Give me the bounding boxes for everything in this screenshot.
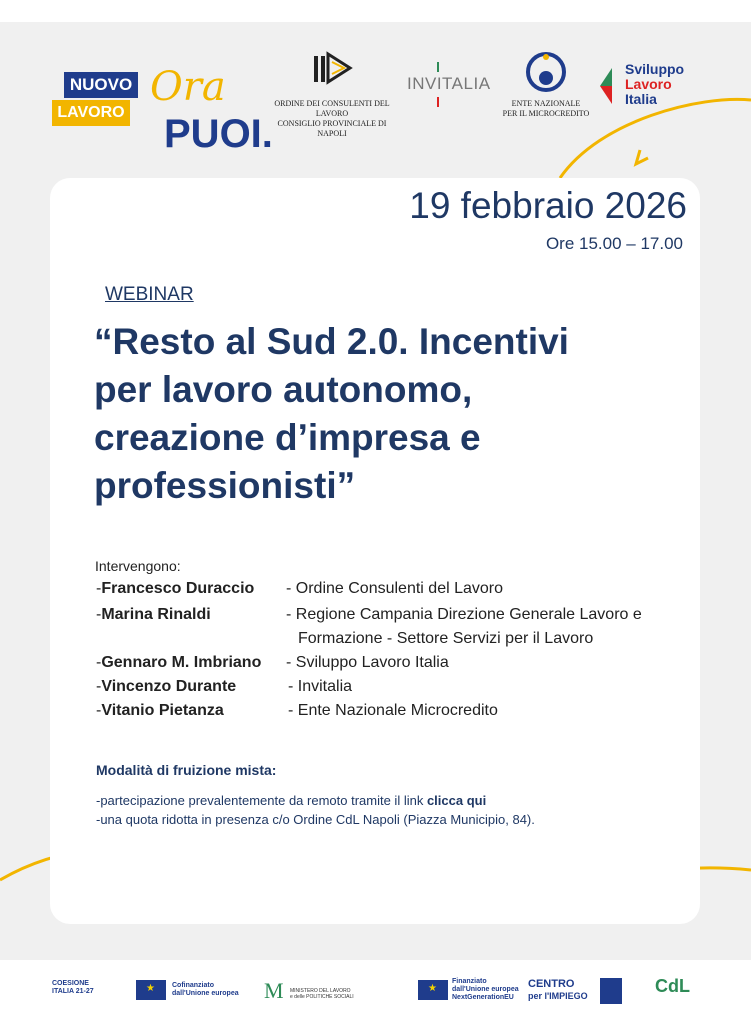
modalita-heading: Modalità di fruizione mista: bbox=[96, 762, 277, 778]
regione-campania-icon bbox=[600, 978, 622, 1004]
centro-impiego-logo: CENTRO per l'IMPIEGO bbox=[528, 978, 588, 1001]
speaker-org-continued: Formazione - Settore Servizi per il Lavoro bbox=[298, 630, 594, 647]
speaker-org: - Ente Nazionale Microcredito bbox=[288, 702, 498, 719]
modalita-presence-line: -una quota ridotta in presenza c/o Ordine CdL Napoli (Piazza Municipio, 84). bbox=[96, 812, 535, 827]
ora-puoi-logo-ora: Ora bbox=[150, 64, 226, 110]
event-time: Ore 15.00 – 17.00 bbox=[545, 234, 683, 253]
event-type: WEBINAR bbox=[105, 284, 194, 305]
cdl-logo: CdL bbox=[655, 976, 690, 996]
ministero-text: MINISTERO DEL LAVORO e delle POLITICHE SOCIALI bbox=[290, 988, 354, 1000]
speaker-org: - Ordine Consulenti del Lavoro bbox=[286, 580, 504, 597]
clicca-qui-link[interactable]: clicca qui bbox=[426, 793, 487, 808]
microcredito-text: ENTE NAZIONALE PER IL MICROCREDITO bbox=[502, 99, 590, 118]
speaker-row: -Marina Rinaldi bbox=[96, 606, 211, 623]
nuovo-lavoro-logo: NUOVO bbox=[64, 72, 138, 98]
ordine-consulenti-icon bbox=[312, 50, 354, 94]
invitalia-red-bar bbox=[437, 97, 439, 107]
speakers-heading: Intervengono: bbox=[95, 558, 181, 574]
footer-logos bbox=[0, 960, 751, 1024]
sviluppo-lavoro-icon bbox=[598, 66, 624, 106]
speaker-row: -Vitanio Pietanza bbox=[96, 702, 224, 719]
eu-flag-icon bbox=[418, 980, 448, 1000]
invitalia-green-bar bbox=[437, 62, 439, 72]
speaker-org: - Invitalia bbox=[288, 678, 353, 695]
coesione-logo: COESIONE ITALIA 21-27 bbox=[52, 980, 94, 995]
speaker-row: -Vincenzo Durante bbox=[96, 678, 237, 695]
modalita-remote-line: -partecipazione prevalentemente da remoto tramite il link clicca qui bbox=[96, 793, 487, 808]
sviluppo-lavoro-text: Sviluppo Lavoro Italia bbox=[625, 61, 685, 107]
speaker-org: - Regione Campania Direzione Generale Lavoro e bbox=[286, 606, 642, 623]
speaker-row: -Francesco Duraccio bbox=[96, 580, 255, 597]
microcredito-icon bbox=[522, 52, 570, 98]
event-title: “Resto al Sud 2.0. Incentivi per lavoro autonomo, creazione d’impresa e professionisti” bbox=[94, 321, 569, 506]
cofinanziato-text: Cofinanziato dall'Unione europea bbox=[172, 982, 239, 997]
speaker-org: - Sviluppo Lavoro Italia bbox=[286, 654, 449, 671]
finanziato-text: Finanziato dall'Unione europea NextGenerationEU bbox=[452, 978, 519, 1001]
speaker-row: -Gennaro M. Imbriano bbox=[96, 654, 262, 671]
invitalia-logo: INVITALIA bbox=[407, 74, 491, 93]
ora-puoi-logo-puoi: PUOI. bbox=[164, 112, 273, 156]
ordine-consulenti-text: ORDINE DEI CONSULENTI DEL LAVORO CONSIGLIO PROVINCIALE DI NAPOLI bbox=[274, 99, 390, 138]
event-date: 19 febbraio 2026 bbox=[409, 185, 687, 226]
eu-flag-icon bbox=[136, 980, 166, 1000]
nuovo-lavoro-logo-bottom: LAVORO bbox=[52, 100, 130, 126]
ministero-logo-icon: M bbox=[264, 978, 284, 1003]
